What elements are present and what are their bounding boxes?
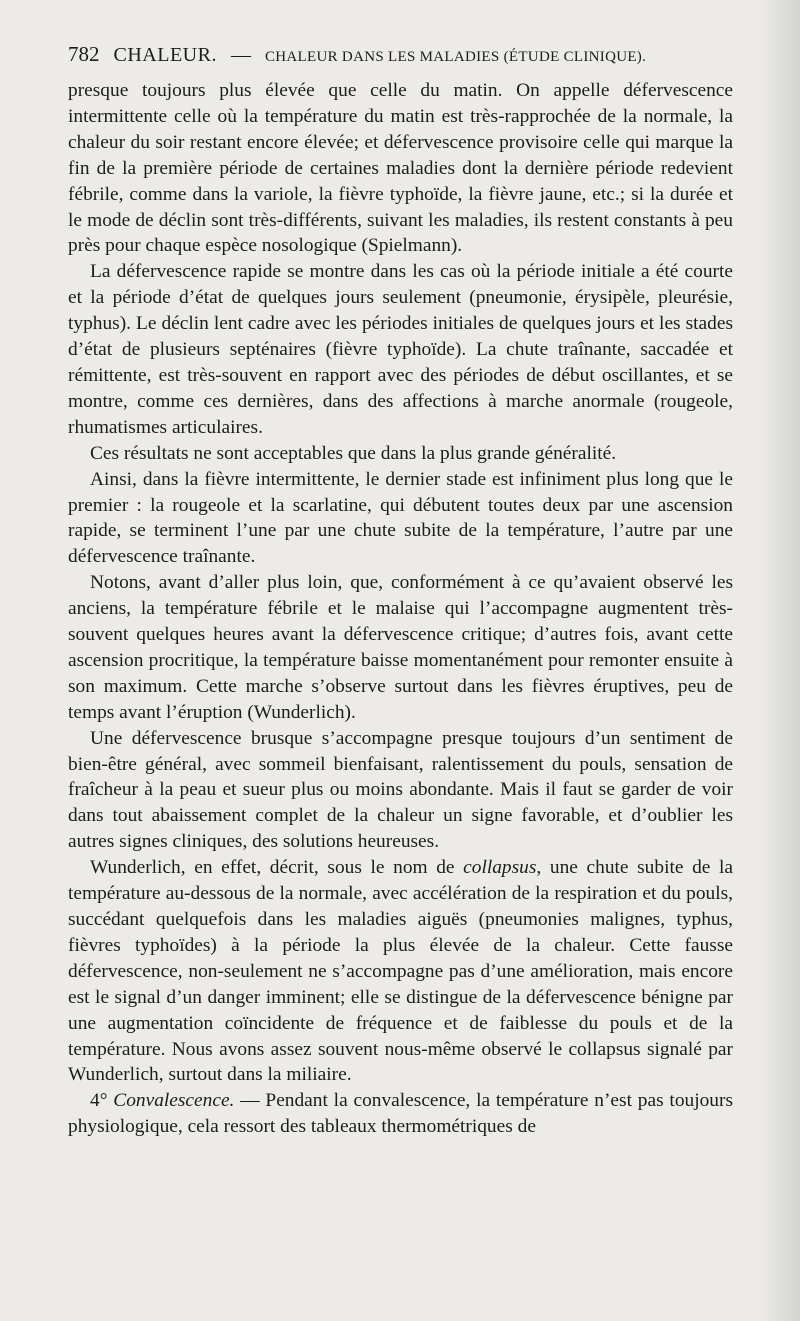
text-segment: Wunderlich, en effet, décrit, sous le nom de (90, 857, 464, 879)
paragraph (68, 726, 733, 856)
paragraph (68, 441, 733, 467)
page-gutter-shadow (760, 0, 800, 1321)
text-segment: Notons, avant d’aller plus loin, que, conformément à ce qu’avaient observé les anciens, la température fébrile et le malaise qui l’accompagne augmentent très-souvent quelques heures avant la défervescence critique; d’autres fois, avant cette ascension procritique, la température baisse momentanément pour remonter ensuite à son maximum. Cette marche s’observe surtout dans les fièvres éruptives, peu de temps avant l’éruption (Wunderlich). (68, 572, 733, 723)
running-header (68, 42, 733, 67)
text-segment: La défervescence rapide se montre dans les cas où la période initiale a été courte et la période d’état de quelques jours seulement (pneumonie, érysipèle, pleurésie, typhus). Le déclin lent cadre avec les périodes initiales de quelques jours et les stades d’état de plusieurs septénaires (fièvre typhoïde). La chute traînante, saccadée et rémittente, est très-souvent en rapport avec des périodes de début oscillantes, et se montre, comme ces dernières, dans des affections à marche anormale (rougeole, rhumatismes articulaires. (68, 261, 733, 438)
paragraph (68, 1088, 733, 1140)
text-segment: 4° (90, 1090, 114, 1112)
text-segment: presque toujours plus élevée que celle du matin. On appelle défervescence intermittente celle où la température du matin est très-rapprochée de la normale, la chaleur du soir restant encore élevée; et défervescence provisoire celle qui marque la fin de la première période de certaines maladies dont la dernière période redevient fébrile, comme dans la variole, la fièvre typhoïde, la fièvre jaune, etc.; si la durée et le mode de déclin sont très-différents, suivant les maladies, ils restent constants à peu près pour chaque espèce nosologique (Spielmann). (68, 80, 733, 257)
paragraph (68, 467, 733, 571)
paragraph (68, 259, 733, 440)
text-segment: Une défervescence brusque s’accompagne presque toujours d’un sentiment de bien-être général, avec sommeil bienfaisant, ralentissement du pouls, sensation de fraîcheur à la peau et sueur plus ou moins abondante. Mais il faut se garder de voir dans tout abaissement complet de la chaleur un signe favorable, et d’oublier les autres signes cliniques, des solutions heureuses. (68, 727, 733, 853)
paragraph (68, 78, 733, 259)
running-title: CHALEUR. (113, 44, 217, 66)
body-text (68, 78, 733, 1140)
italic-term: collapsus (463, 857, 537, 879)
running-subtitle: CHALEUR DANS LES MALADIES (ÉTUDE CLINIQUE). (264, 49, 647, 65)
text-segment: Ainsi, dans la fièvre intermittente, le dernier stade est infiniment plus long que le premier : la rougeole et la scarlatine, qui débutent toutes deux par une ascension rapide, se terminent l’une par une chute subite de la température, l’autre par une défervescence traînante. (68, 468, 733, 568)
section-heading-italic: Convalescence. (113, 1090, 235, 1112)
text-segment: , une chute subite de la température au-dessous de la normale, avec accélération de la respiration et du pouls, succédant quelquefois dans les maladies aiguës (pneumonies malignes, typhus, fièvres typhoïdes) à la période la plus élevée de la chaleur. Cette fausse défervescence, non-seulement ne s’accompagne pas d’une amélioration, mais encore est le signal d’un danger imminent; elle se distingue de la défervescence bénigne par une augmentation coïncidente de fréquence et de faiblesse du pouls et de la température. Nous avons assez souvent nous-même observé le collapsus signalé par Wunderlich, surtout dans la miliaire. (68, 857, 733, 1086)
text-segment: Ces résultats ne sont acceptables que dans la plus grande généralité. (90, 442, 617, 464)
header-separator: — (230, 44, 251, 66)
page-number: 782 (68, 42, 100, 66)
text-segment: — Pendant la convalescence, la température n’est pas toujours physiologique, cela ressort des tableaux thermométriques de (68, 1090, 733, 1138)
paragraph (68, 570, 733, 725)
paragraph (68, 855, 733, 1088)
